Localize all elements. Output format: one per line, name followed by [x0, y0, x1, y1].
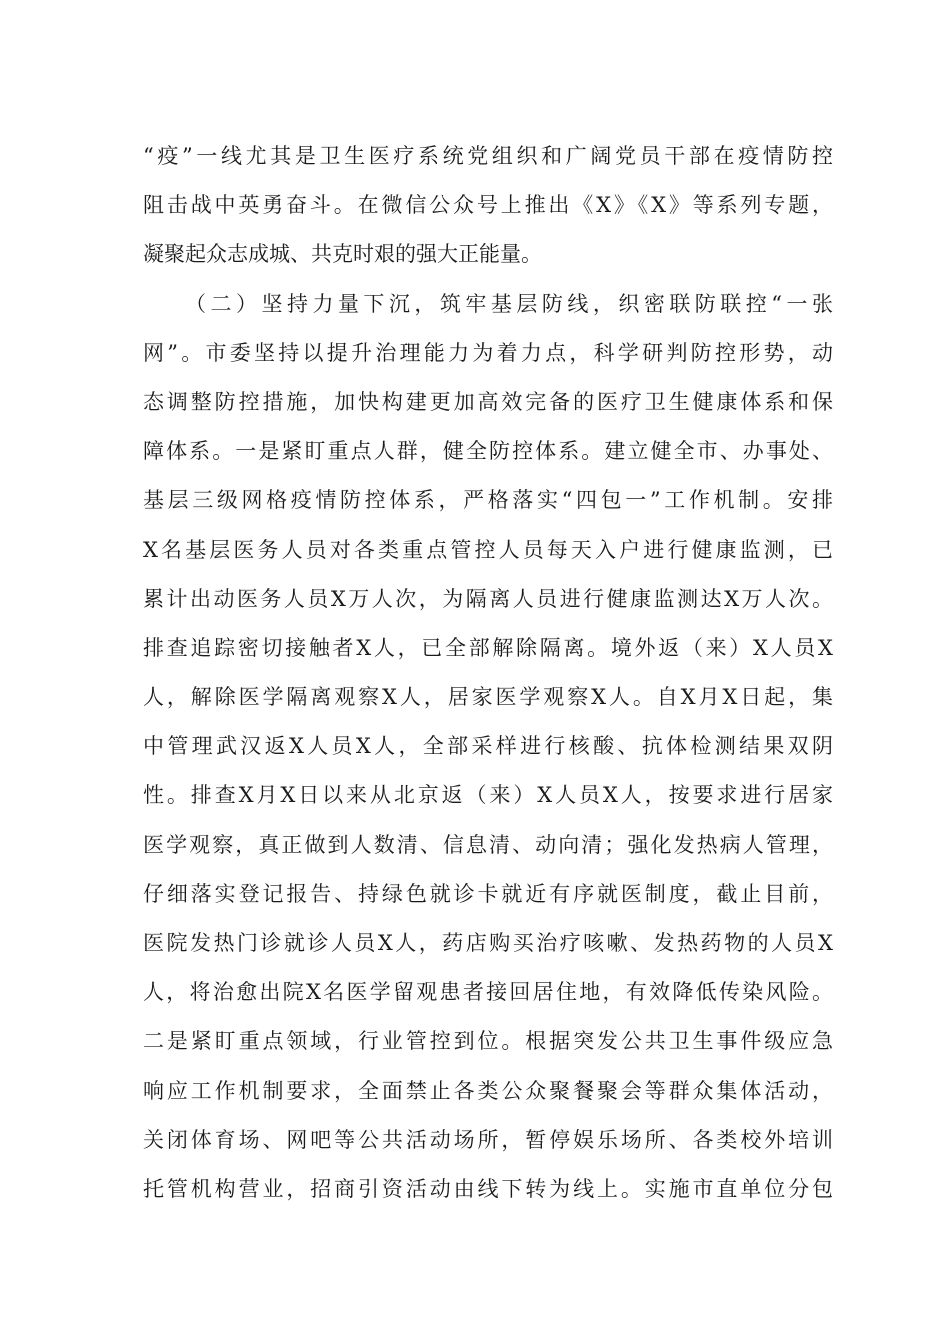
text-line: 关闭体育场、网吧等公共活动场所，暂停娱乐场所、各类校外培训 [143, 1127, 833, 1152]
text-line: 仔细落实登记报告、持绿色就诊卡就近有序就医制度，截止目前， [143, 881, 833, 906]
text-line: 人，解除医学隔离观察X人，居家医学观察X人。自X月X日起，集 [143, 685, 833, 710]
text-line: 二是紧盯重点领域，行业管控到位。根据突发公共卫生事件级应急 [143, 1029, 833, 1054]
text-line: 基层三级网格疫情防控体系，严格落实“四包一”工作机制。安排 [143, 488, 833, 513]
text-line: 性。排查X月X日以来从北京返（来）X人员X人，按要求进行居家 [143, 783, 833, 808]
text-line: 中管理武汉返X人员X人，全部采样进行核酸、抗体检测结果双阴 [143, 734, 833, 759]
text-line: 医院发热门诊就诊人员X人，药店购买治疗咳嗽、发热药物的人员X [143, 931, 833, 955]
text-line: 阻击战中英勇奋斗。在微信公众号上推出《X》《X》等系列专题， [143, 193, 833, 218]
text-line: 累计出动医务人员X万人次，为隔离人员进行健康监测达X万人次。 [143, 586, 833, 611]
text-line: 凝聚起众志成城、共克时艰的强大正能量。 [143, 242, 542, 267]
text-line: 网”。市委坚持以提升治理能力为着力点，科学研判防控形势，动 [143, 340, 833, 365]
body-text [143, 132, 833, 1214]
text-line: 托管机构营业，招商引资活动由线下转为线上。实施市直单位分包 [143, 1176, 833, 1201]
text-line: 障体系。一是紧盯重点人群，健全防控体系。建立健全市、办事处、 [143, 439, 833, 464]
text-line: 排查追踪密切接触者X人，已全部解除隔离。境外返（来）X人员X [143, 635, 833, 660]
text-line: “疫”一线尤其是卫生医疗系统党组织和广阔党员干部在疫情防控 [143, 144, 833, 168]
text-line: 响应工作机制要求，全面禁止各类公众聚餐聚会等群众集体活动， [143, 1078, 833, 1103]
text-line: 态调整防控措施，加快构建更加高效完备的医疗卫生健康体系和保 [143, 389, 833, 414]
text-line: 医学观察，真正做到人数清、信息清、动向清；强化发热病人管理， [143, 832, 833, 857]
text-line: 人，将治愈出院X名医学留观患者接回居住地，有效降低传染风险。 [143, 980, 833, 1005]
text-line: X名基层医务人员对各类重点管控人员每天入户进行健康监测，已 [143, 537, 833, 562]
paragraph-first-line: （二）坚持力量下沉，筑牢基层防线，织密联防联控“一张 [185, 291, 833, 316]
